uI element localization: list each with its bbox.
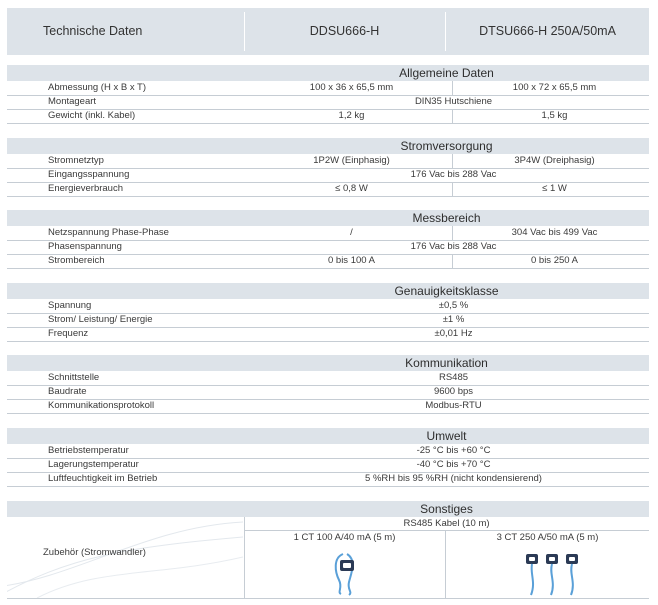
table-row [7, 444, 649, 459]
table-row [7, 299, 649, 314]
row-value: 5 %RH bis 95 %RH (nicht kondensierend) [365, 473, 542, 484]
table-row [7, 472, 649, 487]
row-label: Stromnetztyp [48, 155, 104, 166]
row-value-1: 1P2W (Einphasig) [313, 155, 390, 166]
row-value: Modbus-RTU [425, 400, 482, 411]
table-row [7, 399, 649, 414]
cable-value: RS485 Kabel (10 m) [244, 517, 649, 531]
accessory-row [7, 517, 649, 599]
row-label: Montageart [48, 96, 97, 107]
row-label: Schnittstelle [48, 372, 100, 383]
row-value-2: 3P4W (Dreiphasig) [514, 155, 595, 166]
table-row [7, 254, 649, 269]
section-title-mess: Messbereich [412, 211, 481, 225]
table-row [7, 154, 649, 169]
table-row [7, 81, 649, 96]
single-ct-icon [329, 550, 363, 596]
row-value: 176 Vac bis 288 Vac [410, 241, 497, 252]
row-value: 176 Vac bis 288 Vac [410, 169, 497, 180]
section-title-allgemein: Allgemeine Daten [399, 66, 494, 80]
row-value-1: 100 x 36 x 65,5 mm [309, 82, 394, 93]
table-row [7, 458, 649, 473]
section-title-strom: Stromversorgung [400, 139, 493, 153]
row-label: Luftfeuchtigkeit im Betrieb [48, 473, 158, 484]
table-row [7, 240, 649, 255]
accessory-label: Zubehör (Stromwandler) [43, 547, 146, 558]
table-row [7, 182, 649, 197]
row-value-1: / [350, 227, 353, 238]
row-label: Phasenspannung [48, 241, 122, 252]
row-value-2: 100 x 72 x 65,5 mm [512, 82, 597, 93]
table-row [7, 313, 649, 328]
row-label: Strom/ Leistung/ Energie [48, 314, 153, 325]
table-row [7, 327, 649, 342]
row-value-2: ≤ 1 W [542, 183, 567, 194]
table-row [7, 371, 649, 386]
row-label: Abmessung (H x B x T) [48, 82, 147, 93]
row-label: Lagerungstemperatur [48, 459, 139, 470]
table-row [7, 168, 649, 183]
row-label: Frequenz [48, 328, 89, 339]
row-value-2: 304 Vac bis 499 Vac [511, 227, 598, 238]
row-label: Netzspannung Phase-Phase [48, 227, 169, 238]
table-row [7, 385, 649, 400]
row-label: Betriebstemperatur [48, 445, 129, 456]
table-row [7, 109, 649, 124]
table-row [7, 95, 649, 110]
section-title-komm: Kommunikation [405, 356, 488, 370]
row-label: Eingangsspannung [48, 169, 130, 180]
row-label: Kommunikationsprotokoll [48, 400, 155, 411]
row-label: Baudrate [48, 386, 87, 397]
row-value: ±1 % [442, 314, 465, 325]
header-product-2: DTSU666-H 250A/50mA [479, 24, 616, 38]
section-title-umwelt: Umwelt [426, 429, 467, 443]
row-value-1: 0 bis 100 A [327, 255, 375, 266]
row-value: ±0,5 % [438, 300, 469, 311]
row-value-1: 1,2 kg [338, 110, 365, 121]
row-label: Spannung [48, 300, 92, 311]
ct-value-1: 1 CT 100 A/40 mA (5 m) [293, 532, 396, 543]
row-value: 9600 bps [433, 386, 474, 397]
row-value: DIN35 Hutschiene [414, 96, 493, 107]
row-value-2: 1,5 kg [541, 110, 568, 121]
section-title-genau: Genauigkeitsklasse [394, 284, 499, 298]
table-header [7, 8, 649, 55]
header-product-1: DDSU666-H [309, 24, 380, 38]
triple-ct-icon [522, 550, 582, 596]
row-label: Strombereich [48, 255, 105, 266]
section-title-sonstiges: Sonstiges [420, 502, 473, 516]
row-value-2: 0 bis 250 A [530, 255, 578, 266]
row-value: RS485 [438, 372, 469, 383]
row-value: -40 °C bis +70 °C [416, 459, 491, 470]
ct-value-2: 3 CT 250 A/50 mA (5 m) [496, 532, 599, 543]
row-value: -25 °C bis +60 °C [416, 445, 491, 456]
row-label: Gewicht (inkl. Kabel) [48, 110, 136, 121]
table-row [7, 226, 649, 241]
row-label: Energieverbrauch [48, 183, 123, 194]
row-value: ±0,01 Hz [434, 328, 473, 339]
header-title: Technische Daten [43, 24, 143, 38]
row-value-1: ≤ 0,8 W [335, 183, 368, 194]
